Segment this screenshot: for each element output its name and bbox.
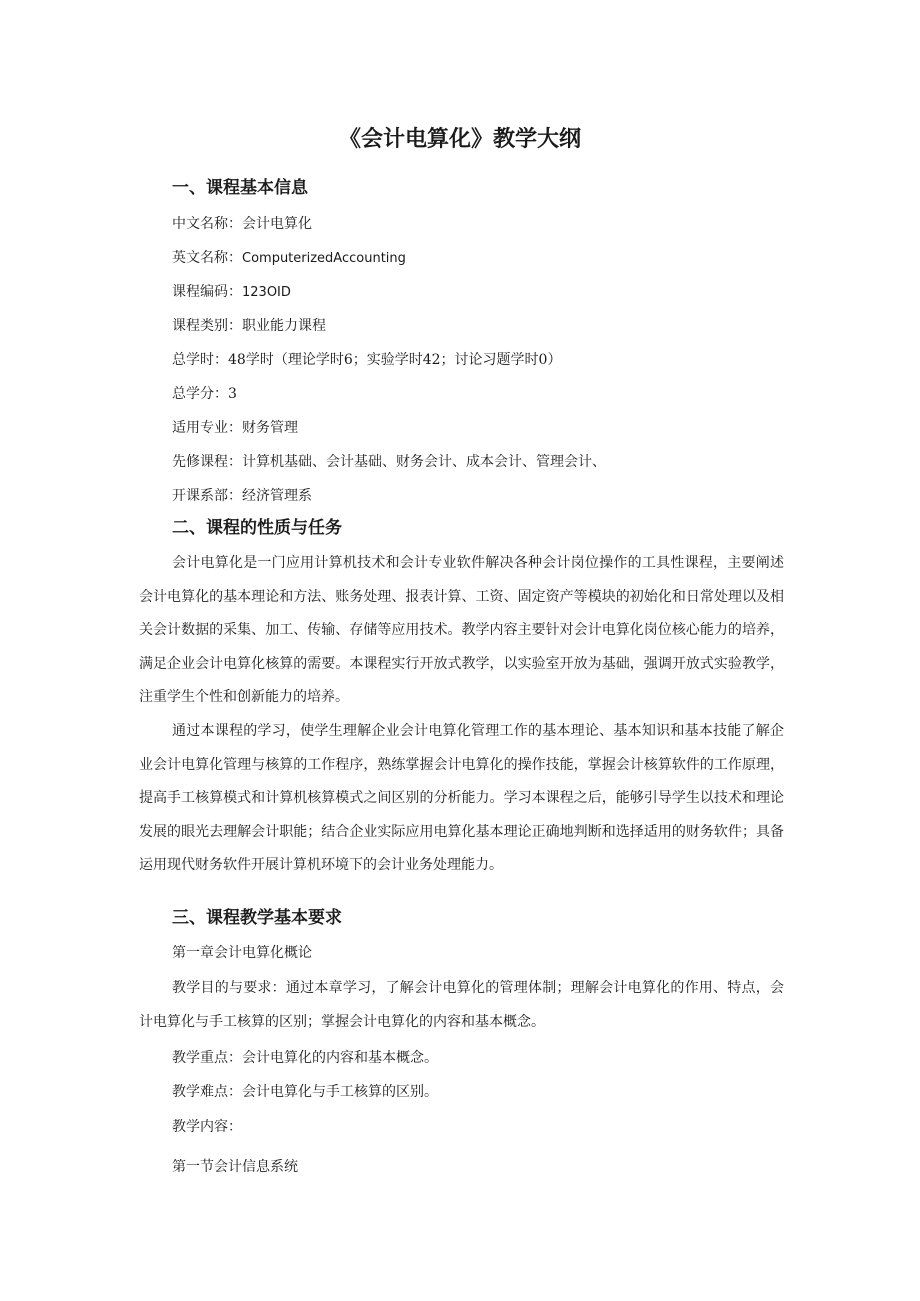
field-label: 英文名称： xyxy=(172,250,242,266)
section-1-subtitle: 第一节会计信息系统 xyxy=(172,1159,298,1175)
field-course-category xyxy=(172,316,326,336)
field-value: 48学时（理论学时6；实验学时42；讨论习题学时0） xyxy=(228,352,562,368)
section-3-heading: 三、课程教学基本要求 xyxy=(172,908,342,928)
field-total-credits xyxy=(172,384,237,404)
section-2-heading: 二、课程的性质与任务 xyxy=(172,518,342,538)
field-value: 经济管理系 xyxy=(242,488,312,504)
field-applicable-major xyxy=(172,418,298,438)
field-value: 计算机基础、会计基础、财务会计、成本会计、管理会计、 xyxy=(242,454,606,470)
field-value: 职业能力课程 xyxy=(242,318,326,334)
field-chinese-name xyxy=(172,214,312,234)
teaching-key-points: 教学重点：会计电算化的内容和基本概念。 xyxy=(172,1050,438,1066)
field-label: 适用专业： xyxy=(172,420,242,436)
field-value: 会计电算化 xyxy=(242,216,312,232)
field-value: ComputerizedAccounting xyxy=(242,251,406,266)
field-label: 中文名称： xyxy=(172,216,242,232)
field-label: 总学分： xyxy=(172,386,228,402)
field-label: 开课系部： xyxy=(172,488,242,504)
field-prerequisites xyxy=(172,452,606,472)
field-total-hours xyxy=(172,350,561,370)
field-value: 3 xyxy=(228,386,237,402)
field-value: 财务管理 xyxy=(242,420,298,436)
field-label: 总学时： xyxy=(172,352,228,368)
teaching-content-label: 教学内容： xyxy=(172,1119,242,1135)
nature-paragraph: 会计电算化是一门应用计算机技术和会计专业软件解决各种会计岗位操作的工具性课程，主要阐述会计电算化的基本理论和方法、账务处理、报表计算、工资、固定资产等模块的初始化和日常处理以及相关会计数据的采集、加工、传输、存储等应用技术。教学内容主要针对会计电算化岗位核心能力的培养，满足企业会计电算化核算的需要。本课程实行开放式教学，以实验室开放为基础，强调开放式实验教学，注重学生个性和创新能力的培养。 xyxy=(139,555,784,705)
section-1-heading: 一、课程基本信息 xyxy=(172,178,308,198)
field-label: 课程编码： xyxy=(172,284,242,300)
field-department xyxy=(172,486,312,506)
field-value: 123OID xyxy=(242,285,291,300)
chapter-1-title: 第一章会计电算化概论 xyxy=(172,945,312,961)
teaching-difficulties: 教学难点：会计电算化与手工核算的区别。 xyxy=(172,1084,438,1100)
field-label: 先修课程： xyxy=(172,454,242,470)
field-course-code xyxy=(172,282,291,303)
document-title: 《会计电算化》教学大纲 xyxy=(338,127,581,152)
field-label: 课程类别： xyxy=(172,318,242,334)
field-english-name xyxy=(172,248,406,269)
task-paragraph: 通过本课程的学习，使学生理解企业会计电算化管理工作的基本理论、基本知识和基本技能了解企业会计电算化管理与核算的工作程序，熟练掌握会计电算化的操作技能，掌握会计核算软件的工作原理，提高手工核算模式和计算机核算模式之间区别的分析能力。学习本课程之后，能够引导学生以技术和理论发展的眼光去理解会计职能；结合企业实际应用电算化基本理论正确地判断和选择适用的财务软件；具备运用现代财务软件开展计算机环境下的会计业务处理能力。 xyxy=(139,723,784,873)
teaching-objective-paragraph: 教学目的与要求：通过本章学习，了解会计电算化的管理体制；理解会计电算化的作用、特点，会计电算化与手工核算的区别；掌握会计电算化的内容和基本概念。 xyxy=(139,980,784,1030)
